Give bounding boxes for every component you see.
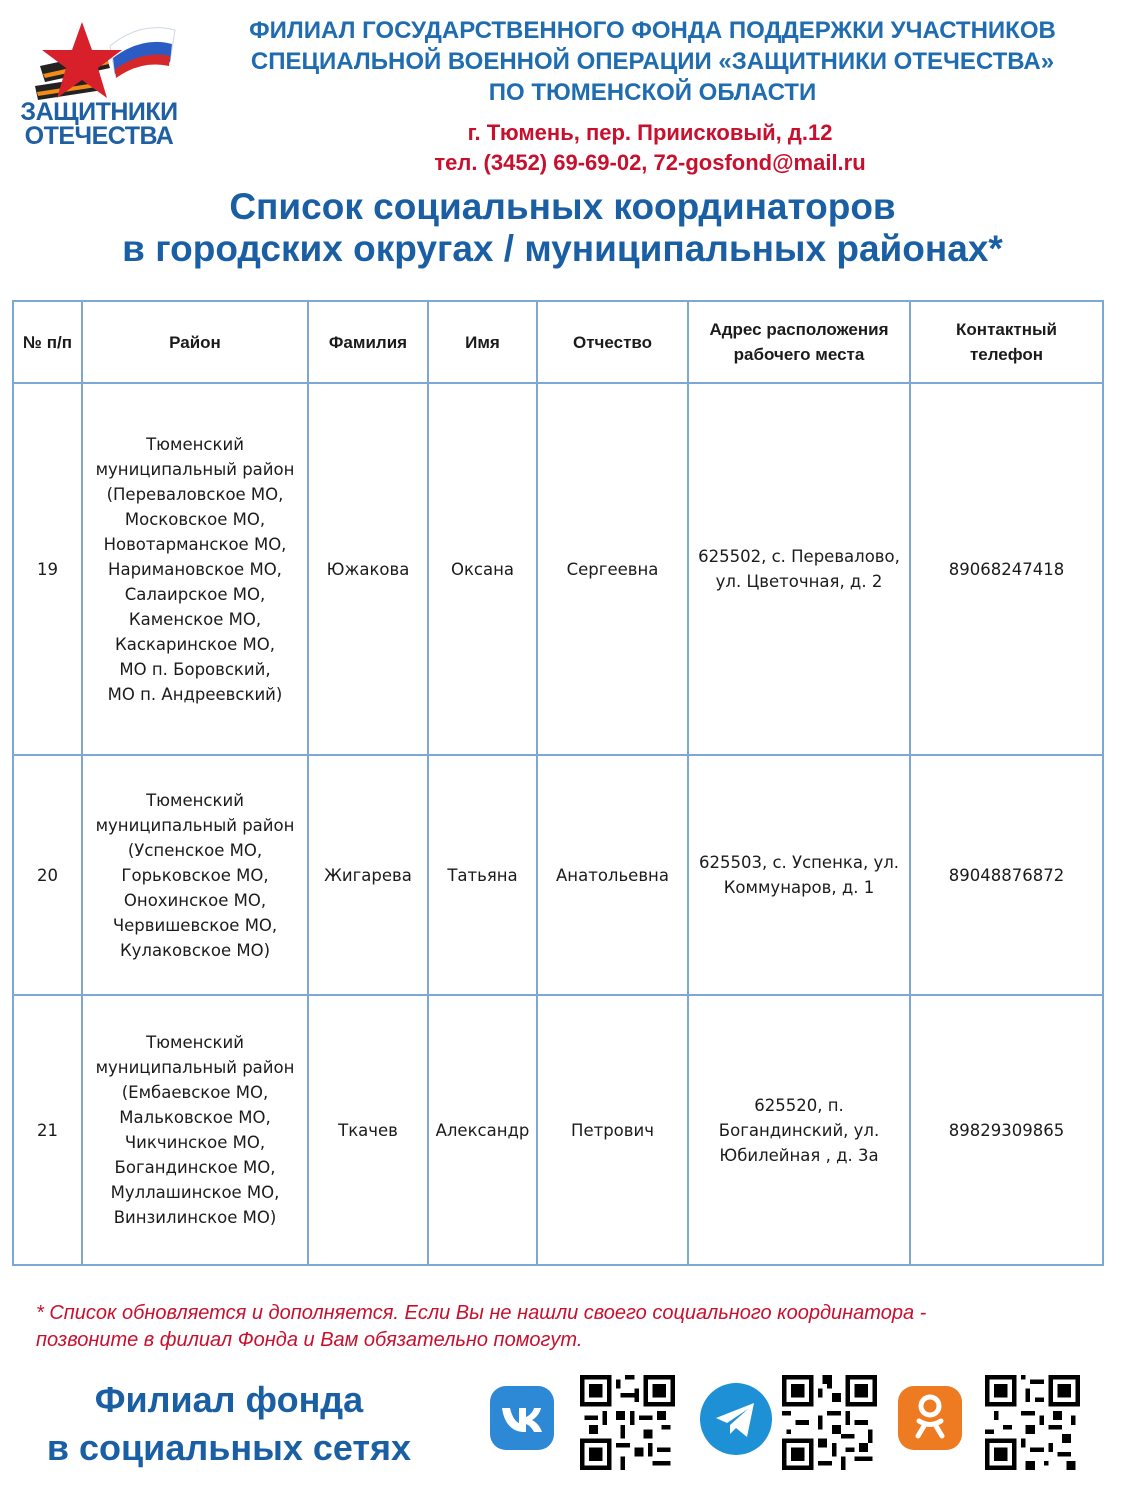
header-patronymic: Отчество — [537, 301, 688, 383]
telegram-qr-code-icon[interactable] — [782, 1375, 877, 1470]
org-line-2: СПЕЦИАЛЬНОЙ ВОЕННОЙ ОПЕРАЦИИ «ЗАЩИТНИКИ ОТЕЧЕСТВА» — [250, 48, 1055, 75]
page-title — [0, 186, 1125, 270]
title-line-2: в городских округах / муниципальных районах* — [122, 228, 1003, 269]
cell-district: Тюменский муниципальный район (Переваловское МО, Московское МО, Новотарманское МО, Наримановское МО, Салаирское МО, Каменское МО, Каскаринское МО, МО п. Боровский, МО п. Андреевский) — [82, 383, 308, 755]
logo-text-line2: ОТЕЧЕСТВА — [24, 122, 174, 150]
cell-district: Тюменский муниципальный район (Ембаевское МО, Мальковское МО, Чикчинское МО, Богандинское МО, Муллашинское МО, Винзилинское МО) — [82, 995, 308, 1265]
cell-patronymic: Сергеевна — [537, 383, 688, 755]
org-address: г. Тюмень, пер. Приисковый, д.12 — [467, 120, 833, 145]
cell-surname: Южакова — [308, 383, 428, 755]
cell-patronymic: Петрович — [537, 995, 688, 1265]
header-address-line2: рабочего места — [733, 345, 865, 364]
logo-text-line1: ЗАЩИТНИКИ — [20, 98, 178, 126]
cell-name: Александр — [428, 995, 537, 1265]
table-row — [13, 755, 1103, 995]
social-title-line2: в социальных сетях — [46, 1427, 412, 1468]
header-num: № п/п — [13, 301, 82, 383]
telegram-icon[interactable] — [700, 1383, 772, 1455]
cell-num: 21 — [13, 995, 82, 1265]
cell-district: Тюменский муниципальный район (Успенское МО, Горьковское МО, Онохинское МО, Червишевское МО, Кулаковское МО) — [82, 755, 308, 995]
cell-num: 20 — [13, 755, 82, 995]
table-header-row — [13, 301, 1103, 383]
cell-surname: Жигарева — [308, 755, 428, 995]
social-title — [14, 1376, 444, 1472]
table-row — [13, 995, 1103, 1265]
social-title-line1: Филиал фонда — [94, 1379, 364, 1420]
header-name: Имя — [428, 301, 537, 383]
cell-address: 625503, с. Успенка, ул. Коммунаров, д. 1 — [688, 755, 910, 995]
coordinators-table — [12, 300, 1104, 1266]
header-surname: Фамилия — [308, 301, 428, 383]
header-phone-line2: телефон — [969, 345, 1044, 364]
footnote-line2: позвоните в филиал Фонда и Вам обязательно помогут. — [36, 1329, 583, 1351]
cell-phone: 89048876872 — [910, 755, 1103, 995]
header-address — [688, 301, 910, 383]
cell-num: 19 — [13, 383, 82, 755]
title-line-1: Список социальных координаторов — [229, 186, 896, 227]
odnoklassniki-icon[interactable] — [898, 1386, 962, 1450]
cell-phone: 89068247418 — [910, 383, 1103, 755]
vk-qr-code-icon[interactable] — [580, 1375, 675, 1470]
cell-patronymic: Анатольевна — [537, 755, 688, 995]
org-phone-email: тел. (3452) 69-69-02, 72-gosfond@mail.ru — [434, 150, 866, 175]
header-district: Район — [82, 301, 308, 383]
org-line-3: ПО ТЮМЕНСКОЙ ОБЛАСТИ — [488, 79, 817, 106]
footnote — [36, 1300, 1096, 1354]
cell-address: 625502, с. Перевалово, ул. Цветочная, д. 2 — [688, 383, 910, 755]
cell-surname: Ткачев — [308, 995, 428, 1265]
table-row — [13, 383, 1103, 755]
organization-contacts — [340, 118, 960, 178]
header-phone — [910, 301, 1103, 383]
cell-phone: 89829309865 — [910, 995, 1103, 1265]
vk-icon[interactable] — [490, 1386, 554, 1450]
cell-name: Оксана — [428, 383, 537, 755]
cell-address: 625520, п. Богандинский, ул. Юбилейная , д. 3а — [688, 995, 910, 1265]
org-line-1: ФИЛИАЛ ГОСУДАРСТВЕННОГО ФОНДА ПОДДЕРЖКИ УЧАСТНИКОВ — [249, 17, 1056, 44]
header-address-line1: Адрес расположения — [709, 320, 889, 339]
header-phone-line1: Контактный — [956, 320, 1057, 339]
footnote-line1: * Список обновляется и дополняется. Если Вы не нашли своего социального координатора - — [36, 1302, 927, 1324]
logo — [10, 16, 190, 156]
cell-name: Татьяна — [428, 755, 537, 995]
organization-name — [200, 15, 1105, 108]
odnoklassniki-qr-code-icon[interactable] — [985, 1375, 1080, 1470]
